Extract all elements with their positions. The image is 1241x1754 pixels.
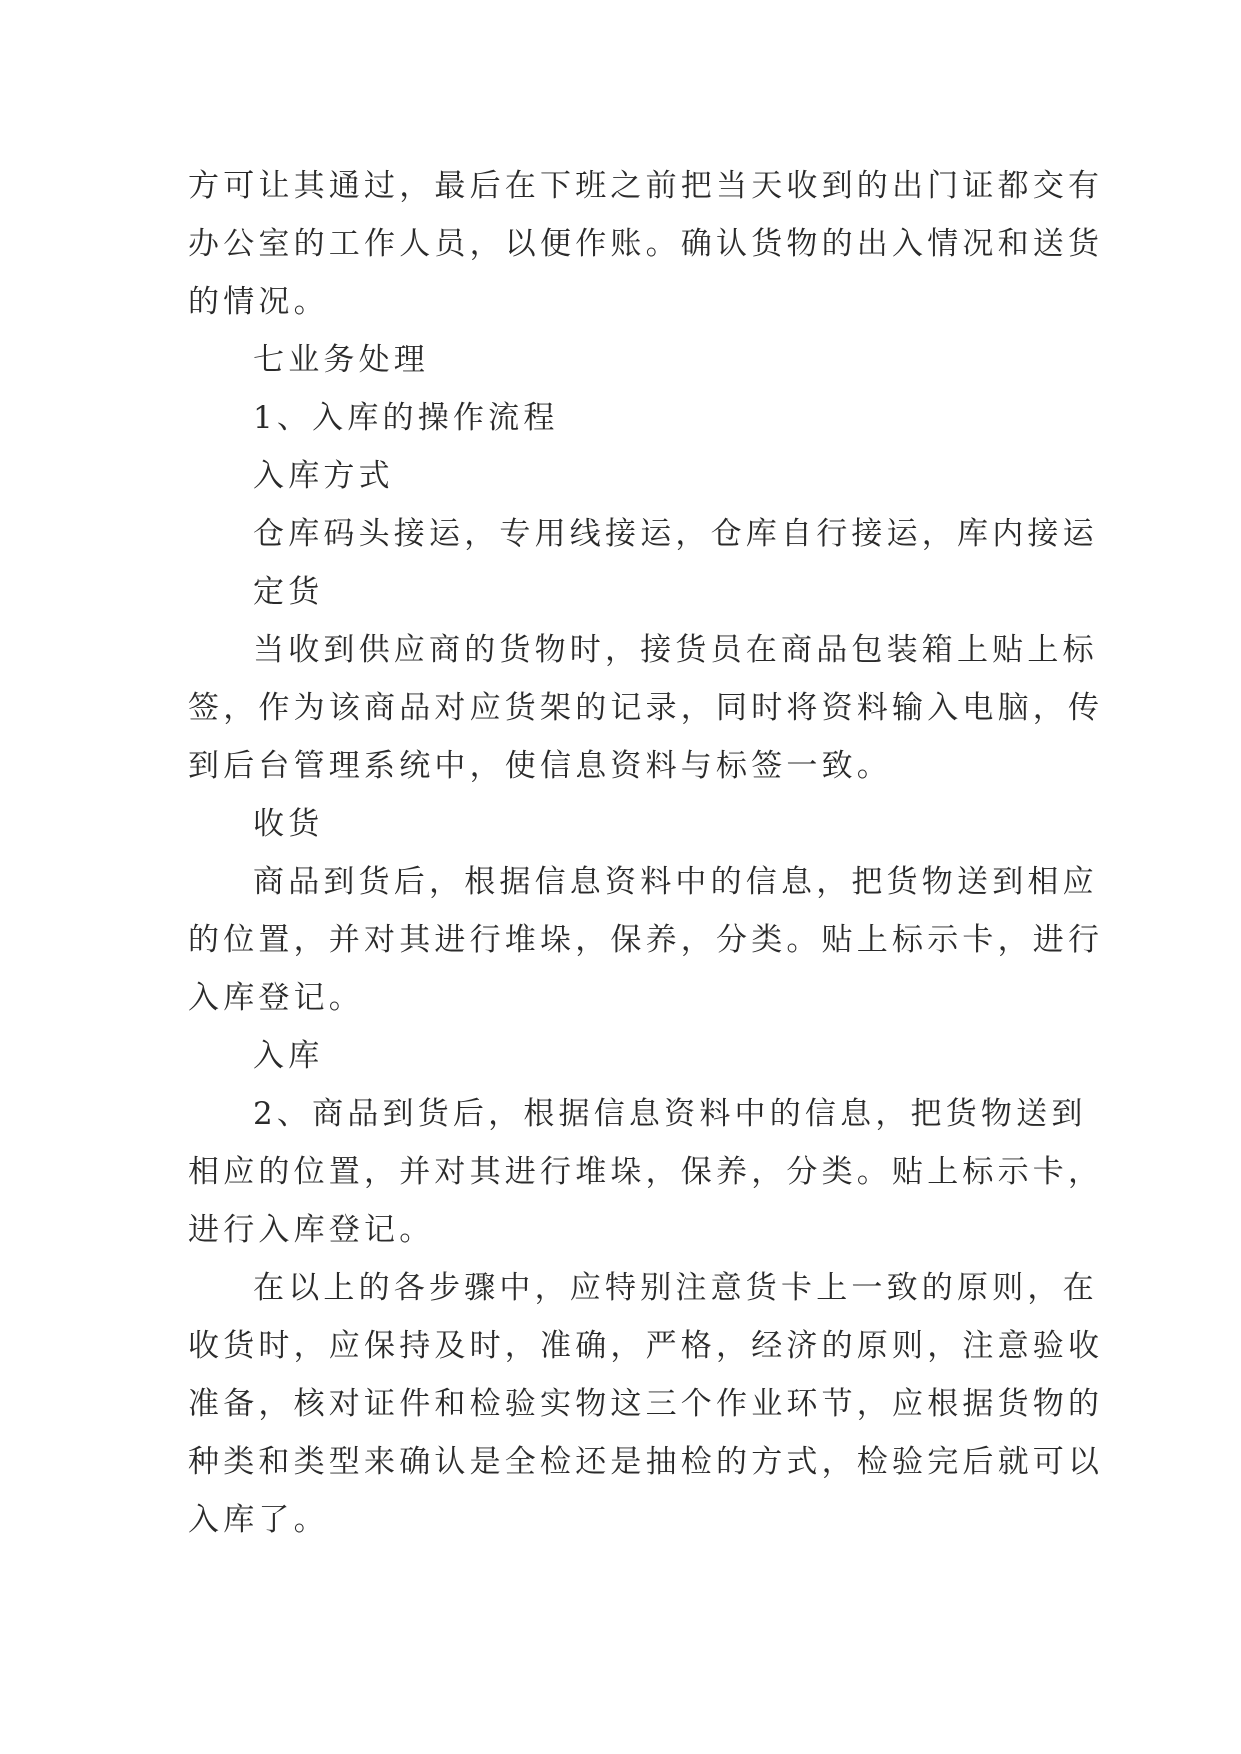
- text-line: 种类和类型来确认是全检还是抽检的方式，检验完后就可以: [188, 1444, 1104, 1480]
- text-line: 当收到供应商的货物时，接货员在商品包装箱上贴上标: [253, 632, 1098, 668]
- text-line: 在以上的各步骤中，应特别注意货卡上一致的原则，在: [253, 1270, 1098, 1306]
- text-line: 到后台管理系统中，使信息资料与标签一致。: [188, 748, 892, 784]
- text-line: 商品到货后，根据信息资料中的信息，把货物送到相应: [253, 864, 1098, 900]
- text-line: 签，作为该商品对应货架的记录，同时将资料输入电脑，传: [188, 690, 1104, 726]
- text-line: 进行入库登记。: [188, 1212, 435, 1248]
- subheading: 入库方式: [253, 458, 394, 494]
- text-line: 的情况。: [188, 284, 329, 320]
- text-line: 方可让其通过，最后在下班之前把当天收到的出门证都交有: [188, 168, 1104, 204]
- text-line: 办公室的工作人员，以便作账。确认货物的出入情况和送货: [188, 226, 1104, 262]
- text-line: 入库登记。: [188, 980, 364, 1016]
- text-line: 2、商品到货后，根据信息资料中的信息，把货物送到: [253, 1096, 1087, 1132]
- text-line: 的位置，并对其进行堆垛，保养，分类。贴上标示卡，进行: [188, 922, 1104, 958]
- section-heading: 七业务处理: [253, 342, 429, 378]
- subheading: 入库: [253, 1038, 324, 1074]
- text-line: 入库了。: [188, 1502, 329, 1538]
- subheading: 定货: [253, 574, 324, 610]
- text-line: 仓库码头接运，专用线接运，仓库自行接运，库内接运: [253, 516, 1098, 552]
- text-line: 收货时，应保持及时，准确，严格，经济的原则，注意验收: [188, 1328, 1104, 1364]
- subsection-heading: 1、入库的操作流程: [253, 400, 559, 436]
- text-line: 准备，核对证件和检验实物这三个作业环节，应根据货物的: [188, 1386, 1104, 1422]
- text-line: 相应的位置，并对其进行堆垛，保养，分类。贴上标示卡，: [188, 1154, 1104, 1190]
- subheading: 收货: [253, 806, 324, 842]
